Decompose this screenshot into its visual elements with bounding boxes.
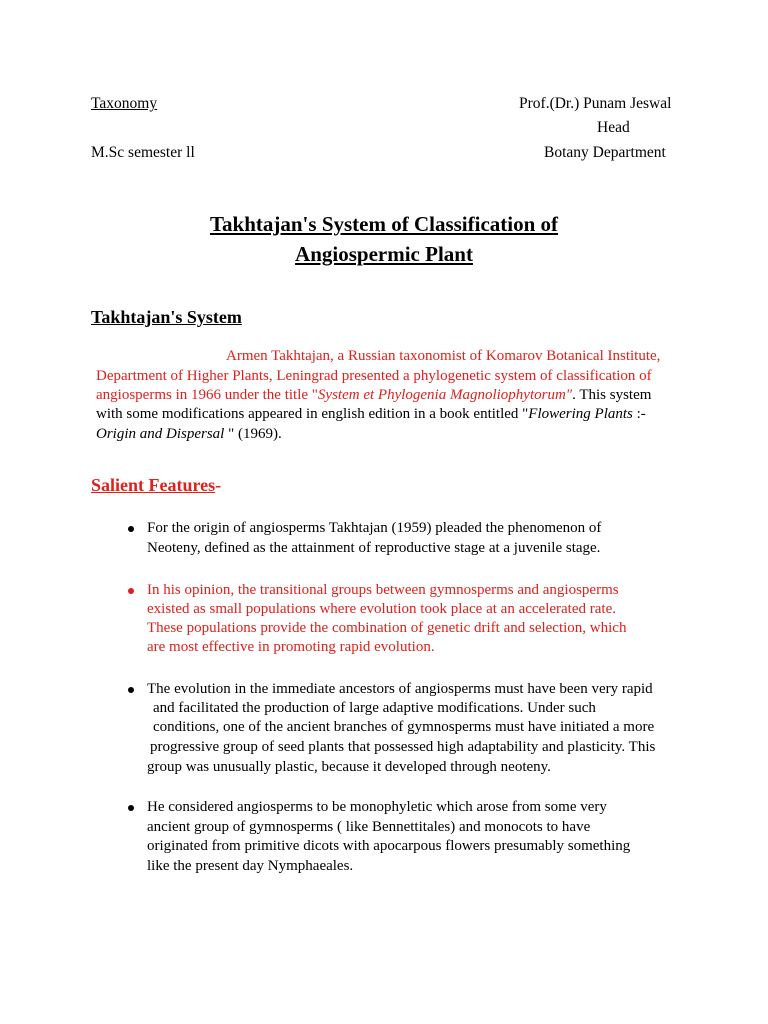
book-title-italic: Origin and Dispersal [96,426,225,442]
author-name: Prof.(Dr.) Punam Jeswal [519,95,672,112]
paragraph-text: " (1969). [224,426,282,442]
paragraph-line [96,405,646,425]
bullet-dot [128,588,134,594]
paragraph-text: :- [632,406,646,422]
bullet-line: For the origin of angiosperms Takhtajan (1959) pleaded the phenomenon of [147,520,602,536]
bullet-dot [128,805,134,811]
semester-label: M.Sc semester ll [91,144,195,161]
paragraph-text: . This system [572,387,652,403]
bullet-line: ancient group of gymnosperms ( like Bennettitales) and monocots to have [147,819,591,835]
bullet-line: are most effective in promoting rapid evolution. [147,639,435,655]
book-title-italic: Flowering Plants [528,406,633,422]
bullet-line: In his opinion, the transitional groups between gymnosperms and angiosperms [147,582,619,598]
bullet-line: group was unusually plastic, because it developed through neoteny. [147,759,551,775]
bullet-line: These populations provide the combination of genetic drift and selection, which [147,620,627,636]
document-title-line2: Angiospermic Plant [295,242,473,266]
section-heading-suffix: - [215,475,222,495]
section-heading-text: Salient Features [91,475,216,495]
bullet-line: originated from primitive dicots with apocarpous flowers presumably something [147,838,631,854]
section-heading-salient-features [91,473,221,497]
document-title-line1: Takhtajan's System of Classification of [209,212,559,236]
book-title-italic: System et Phylogenia Magnoliophytorum" [317,387,573,403]
bullet-line: and facilitated the production of large adaptive modifications. Under such [153,700,596,716]
section-heading-system: Takhtajan's System [91,307,242,327]
paragraph-text: with some modifications appeared in english edition in a book entitled " [96,406,529,422]
bullet-line: existed as small populations where evolution took place at an accelerated rate. [147,601,616,617]
author-position: Head [597,119,630,136]
bullet-line: like the present day Nymphaeales. [147,858,354,874]
bullet-dot [128,687,134,693]
course-name: Taxonomy [91,95,158,112]
paragraph-line: Department of Higher Plants, Leningrad presented a phylogenetic system of classification of [96,368,652,384]
bullet-line: Neoteny, defined as the attainment of reproductive stage at a juvenile stage. [147,540,601,556]
bullet-dot [128,526,134,532]
bullet-line: progressive group of seed plants that possessed high adaptability and plasticity. This [150,739,656,755]
bullet-line: conditions, one of the ancient branches of gymnosperms must have initiated a more [153,719,655,735]
paragraph-line [96,386,651,406]
bullet-line: He considered angiosperms to be monophyletic which arose from some very [147,799,607,815]
bullet-line: The evolution in the immediate ancestors of angiosperms must have been very rapid [147,681,653,697]
paragraph-text: angiosperms in 1966 under the title " [96,387,318,403]
paragraph-line: Armen Takhtajan, a Russian taxonomist of Komarov Botanical Institute, [226,348,661,364]
author-department: Botany Department [544,144,666,161]
paragraph-line [96,425,282,445]
